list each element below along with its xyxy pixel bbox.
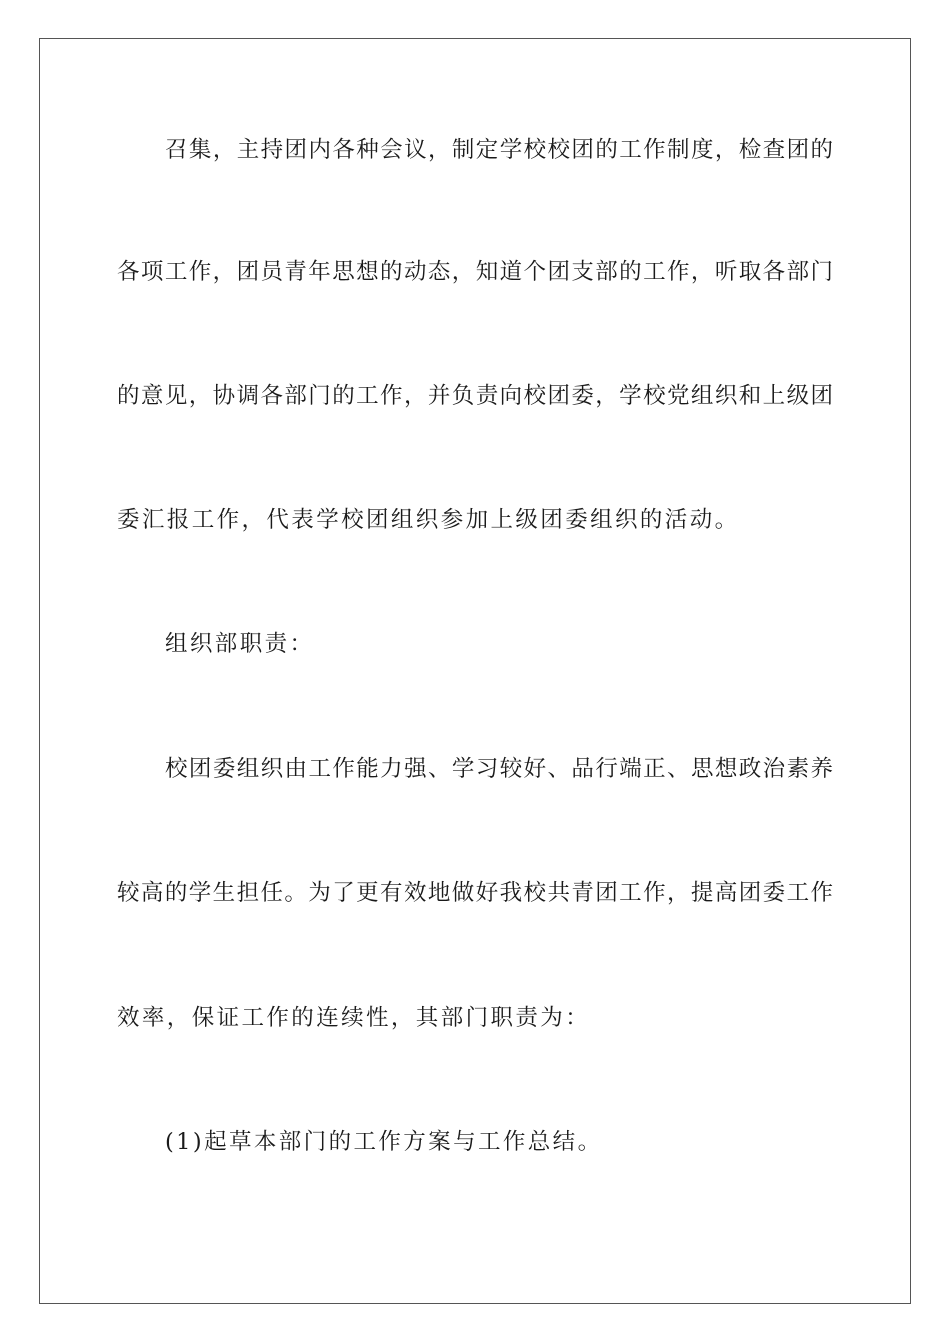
paragraph-line-4: 委汇报工作，代表学校团组织参加上级团委组织的活动。: [117, 507, 740, 533]
paragraph-line-6: 较高的学生担任。为了更有效地做好我校共青团工作，提高团委工作: [117, 880, 833, 906]
section-heading: 组织部职责：: [165, 631, 315, 657]
paragraph-line-7: 效率，保证工作的连续性，其部门职责为：: [117, 1005, 591, 1031]
paragraph-line-2: 各项工作，团员青年思想的动态，知道个团支部的工作，听取各部门: [117, 259, 833, 285]
paragraph-line-1: 召集，主持团内各种会议，制定学校校团的工作制度，检查团的: [165, 137, 833, 163]
list-item-1: (1)起草本部门的工作方案与工作总结。: [165, 1129, 603, 1155]
paragraph-line-3: 的意见，协调各部门的工作，并负责向校团委，学校党组织和上级团: [117, 383, 833, 409]
page-border: [39, 38, 911, 1304]
paragraph-line-5: 校团委组织由工作能力强、学习较好、品行端正、思想政治素养: [165, 756, 833, 782]
